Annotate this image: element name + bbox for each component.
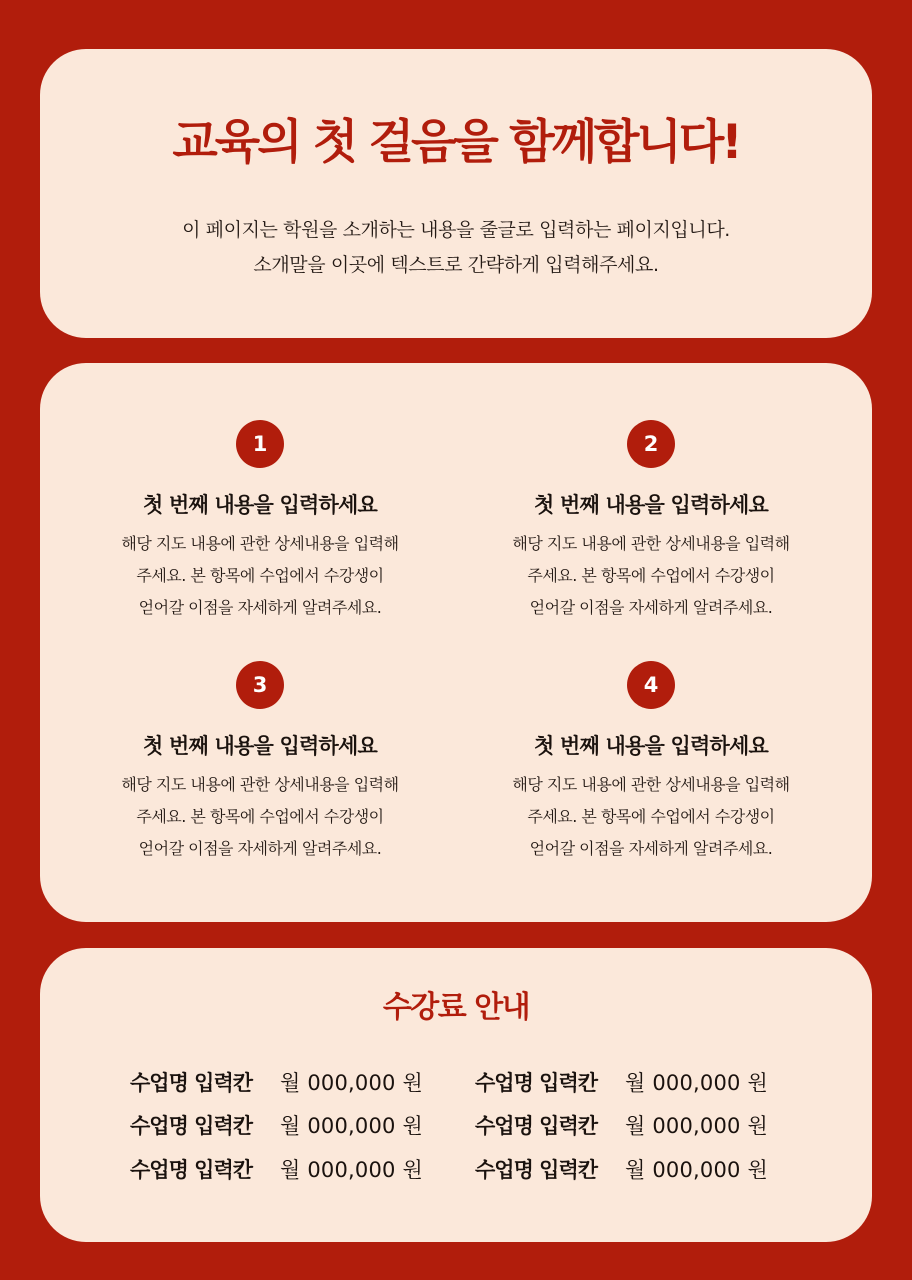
feature-description-line: 주세요. 본 항목에 수업에서 수강생이: [527, 807, 775, 826]
intro-card: [40, 49, 872, 338]
class-name: 수업명 입력칸: [130, 1071, 253, 1095]
feature-title: 첫 번째 내용을 입력하세요: [143, 734, 377, 758]
feature-item-1: [80, 420, 440, 624]
feature-description-line: 얻어갈 이점을 자세하게 알려주세요.: [138, 839, 382, 858]
class-price: 월 000,000 원: [625, 1071, 768, 1095]
class-price: 월 000,000 원: [280, 1158, 423, 1182]
feature-description-line: 주세요. 본 항목에 수업에서 수강생이: [527, 566, 775, 585]
feature-description: [80, 528, 440, 624]
number-badge: 3: [236, 661, 284, 709]
class-name: 수업명 입력칸: [475, 1158, 598, 1182]
intro-description-line: 소개말을 이곳에 텍스트로 간략하게 입력해주세요.: [253, 254, 659, 276]
class-name: 수업명 입력칸: [475, 1071, 598, 1095]
feature-description-line: 해당 지도 내용에 관한 상세내용을 입력해: [512, 775, 790, 794]
feature-description-line: 얻어갈 이점을 자세하게 알려주세요.: [138, 598, 382, 617]
feature-description-line: 얻어갈 이점을 자세하게 알려주세요.: [529, 839, 773, 858]
intro-description-line: 이 페이지는 학원을 소개하는 내용을 줄글로 입력하는 페이지입니다.: [182, 219, 730, 241]
fee-row: [475, 1068, 835, 1098]
class-name: 수업명 입력칸: [475, 1114, 598, 1138]
class-name: 수업명 입력칸: [130, 1114, 253, 1138]
feature-description: [471, 528, 831, 624]
class-price: 월 000,000 원: [280, 1071, 423, 1095]
feature-description-line: 얻어갈 이점을 자세하게 알려주세요.: [529, 598, 773, 617]
feature-description-line: 주세요. 본 항목에 수업에서 수강생이: [136, 807, 384, 826]
feature-item-3: [80, 661, 440, 865]
feature-description-line: 해당 지도 내용에 관한 상세내용을 입력해: [512, 534, 790, 553]
fee-row: [130, 1068, 490, 1098]
fee-row: [130, 1111, 490, 1141]
class-price: 월 000,000 원: [625, 1114, 768, 1138]
number-badge: 2: [627, 420, 675, 468]
class-price: 월 000,000 원: [280, 1114, 423, 1138]
feature-item-4: [471, 661, 831, 865]
feature-description-line: 해당 지도 내용에 관한 상세내용을 입력해: [121, 775, 399, 794]
fee-row: [475, 1155, 835, 1185]
feature-description: [80, 769, 440, 865]
feature-title: 첫 번째 내용을 입력하세요: [534, 493, 768, 517]
feature-item-2: [471, 420, 831, 624]
feature-description: [471, 769, 831, 865]
page-title: 교육의 첫 걸음을 함께합니다!: [172, 115, 740, 170]
features-card: [40, 363, 872, 922]
number-badge: 4: [627, 661, 675, 709]
tuition-title: 수강료 안내: [382, 990, 530, 1025]
feature-description-line: 해당 지도 내용에 관한 상세내용을 입력해: [121, 534, 399, 553]
feature-title: 첫 번째 내용을 입력하세요: [143, 493, 377, 517]
intro-description: [40, 213, 872, 283]
number-badge: 1: [236, 420, 284, 468]
class-name: 수업명 입력칸: [130, 1158, 253, 1182]
tuition-card: [40, 948, 872, 1242]
fee-row: [130, 1155, 490, 1185]
class-price: 월 000,000 원: [625, 1158, 768, 1182]
feature-title: 첫 번째 내용을 입력하세요: [534, 734, 768, 758]
feature-description-line: 주세요. 본 항목에 수업에서 수강생이: [136, 566, 384, 585]
fee-row: [475, 1111, 835, 1141]
